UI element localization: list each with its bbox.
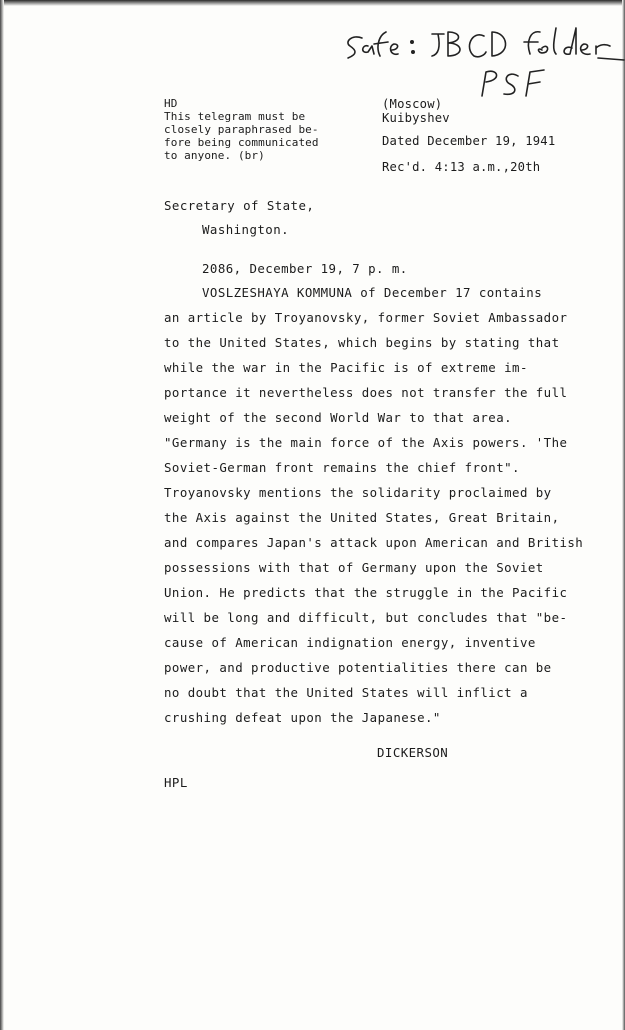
message-line: Soviet-German front remains the chief front". [164, 460, 520, 475]
header-code: HD [164, 97, 178, 110]
paraphrase-line-4: to anyone. (br) [164, 149, 265, 162]
origin: (Moscow) [382, 97, 443, 111]
date-line: Dated December 19, 1941 [382, 134, 556, 148]
paraphrase-line-1: This telegram must be [164, 110, 306, 123]
footer-code: HPL [164, 775, 188, 790]
message-line: Troyanovsky mentions the solidarity proclaimed by [164, 485, 552, 500]
message-line: while the war in the Pacific is of extreme im- [164, 360, 528, 375]
message-reference: 2086, December 19, 7 p. m. [202, 261, 408, 276]
message-line: portance it nevertheless does not transfer the full [164, 385, 568, 400]
scan-edge-top [0, 0, 625, 6]
message-line: no doubt that the United States will inflict a [164, 685, 528, 700]
message-line: Union. He predicts that the struggle in the Pacific [164, 585, 568, 600]
message-line: VOSLZESHAYA KOMMUNA of December 17 contains [202, 285, 543, 300]
message-line: and compares Japan's attack upon American and British [164, 535, 584, 550]
message-line: an article by Troyanovsky, former Soviet Ambassador [164, 310, 568, 325]
message-line: the Axis against the United States, Great Britain, [164, 510, 560, 525]
handwritten-annotation [340, 24, 625, 104]
message-line: power, and productive potentialities there can be [164, 660, 552, 675]
signature: DICKERSON [377, 745, 449, 760]
paraphrase-line-3: fore being communicated [164, 136, 319, 149]
addressee-line-1: Secretary of State, [164, 198, 315, 213]
received-line: Rec'd. 4:13 a.m.,20th [382, 160, 541, 174]
message-line: "Germany is the main force of the Axis powers. 'The [164, 435, 568, 450]
message-line: possessions with that of Germany upon the Soviet [164, 560, 544, 575]
paraphrase-line-2: closely paraphrased be- [164, 123, 319, 136]
message-line: will be long and difficult, but concludes that "be- [164, 610, 568, 625]
message-line: cause of American indignation energy, inventive [164, 635, 536, 650]
scan-edge-left [0, 0, 4, 1030]
message-line: weight of the second World War to that area. [164, 410, 513, 425]
place: Kuibyshev [382, 111, 450, 125]
addressee-line-2: Washington. [202, 222, 290, 237]
message-line: crushing defeat upon the Japanese." [164, 710, 441, 725]
message-line: to the United States, which begins by stating that [164, 335, 560, 350]
